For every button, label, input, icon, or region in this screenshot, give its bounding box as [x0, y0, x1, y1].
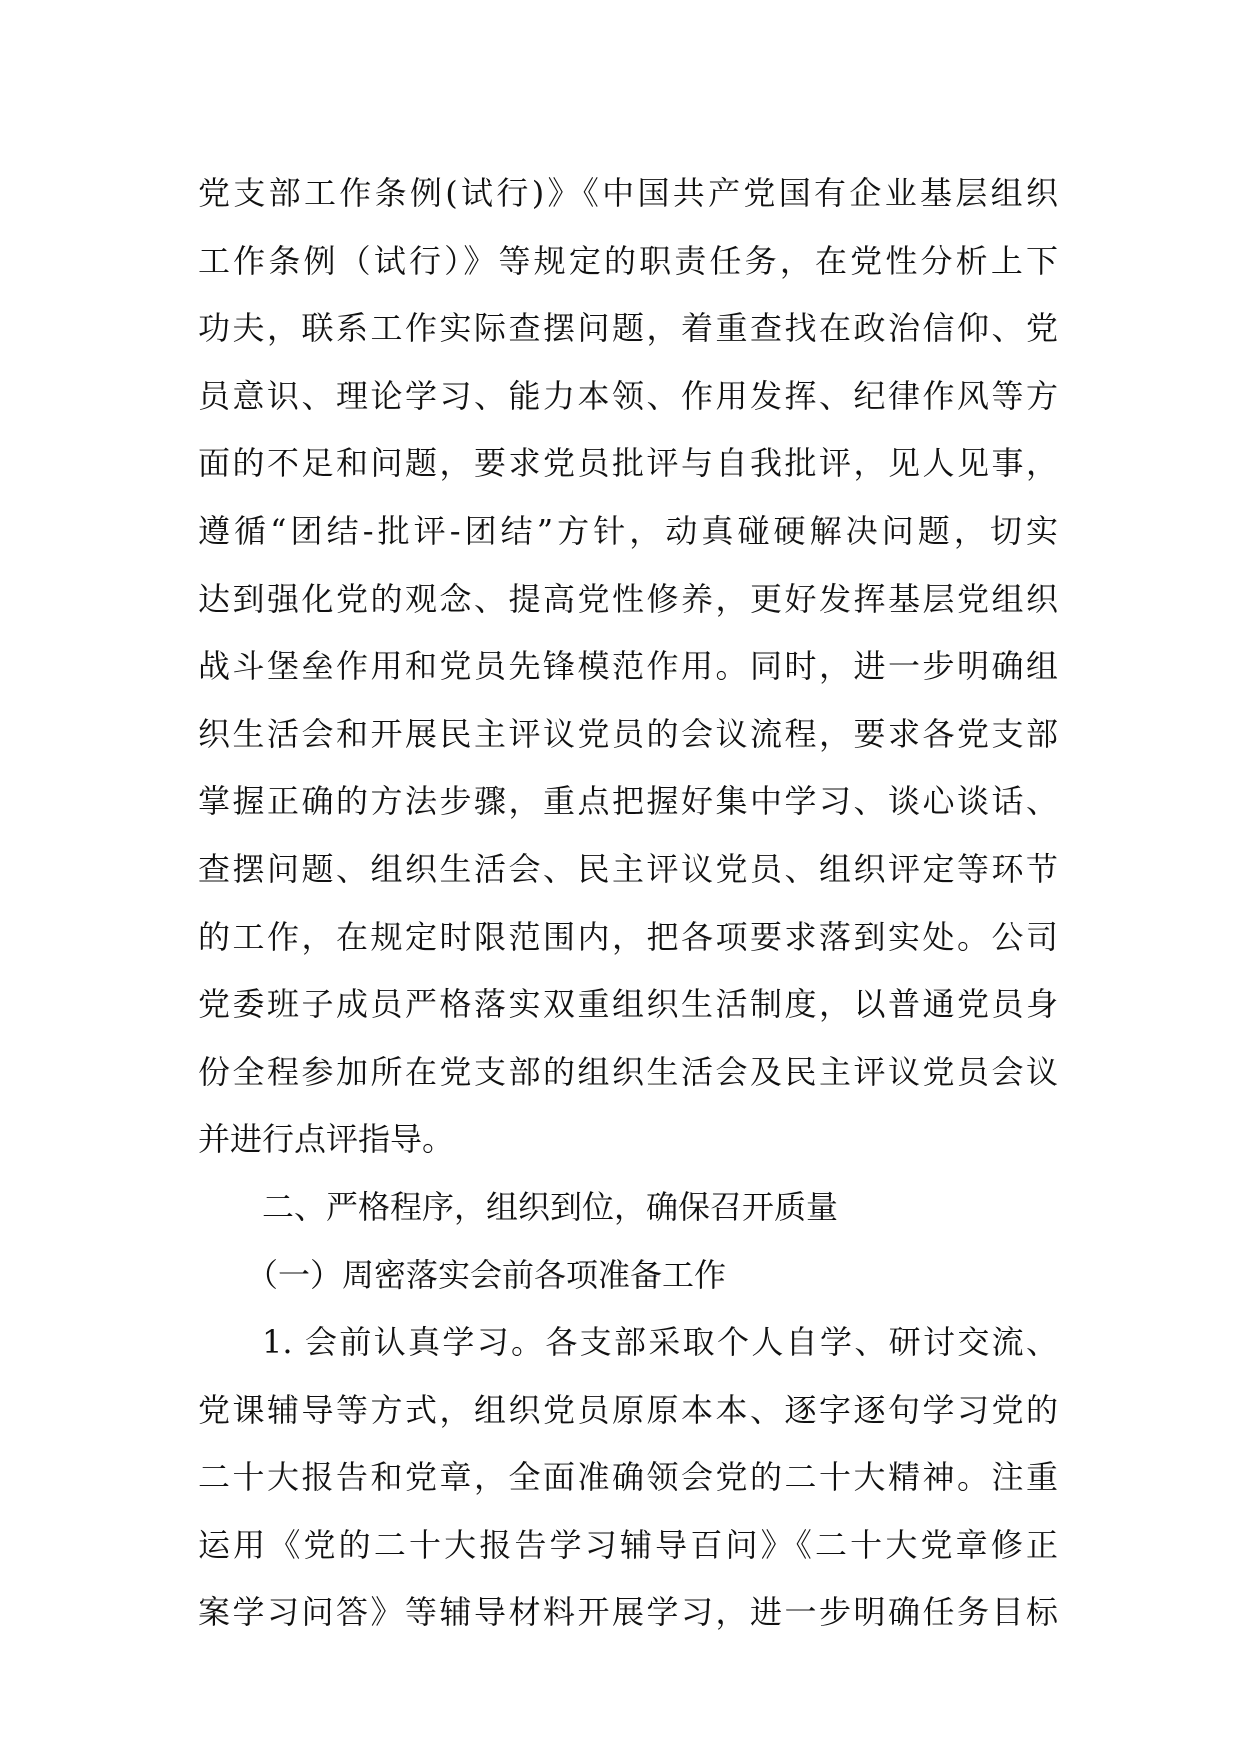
- subsection-heading: （一）周密落实会前各项准备工作: [246, 1255, 727, 1294]
- text-line: 1. 会前认真学习。各支部采取个人自学、研讨交流、: [262, 1323, 1058, 1362]
- text-line: 党委班子成员严格落实双重组织生活制度，以普通党员身: [198, 985, 1058, 1024]
- text-line: 工作条例（试行）》等规定的职责任务，在党性分析上下: [198, 241, 1058, 280]
- text-line: 战斗堡垒作用和党员先锋模范作用。同时，进一步明确组: [198, 647, 1058, 686]
- text-line: 功夫，联系工作实际查摆问题，着重查找在政治信仰、党: [198, 309, 1058, 348]
- text-line: 党课辅导等方式，组织党员原原本本、逐字逐句学习党的: [198, 1390, 1058, 1429]
- text-line: 案学习问答》等辅导材料开展学习，进一步明确任务目标: [198, 1593, 1058, 1632]
- text-line: 二十大报告和党章，全面准确领会党的二十大精神。注重: [198, 1458, 1058, 1497]
- text-line: 的工作，在规定时限范围内，把各项要求落到实处。公司: [198, 917, 1058, 956]
- text-line: 员意识、理论学习、能力本领、作用发挥、纪律作风等方: [198, 376, 1058, 415]
- section-heading: 二、严格程序，组织到位，确保召开质量: [262, 1187, 839, 1226]
- text-line: 份全程参加所在党支部的组织生活会及民主评议党员会议: [198, 1052, 1058, 1091]
- text-line: 面的不足和问题，要求党员批评与自我批评，见人见事，: [198, 444, 1058, 483]
- document-body: [198, 160, 1058, 1647]
- text-line: 掌握正确的方法步骤，重点把握好集中学习、谈心谈话、: [198, 782, 1058, 821]
- text-line: 运用《党的二十大报告学习辅导百问》《二十大党章修正: [198, 1525, 1058, 1564]
- text-line: 织生活会和开展民主评议党员的会议流程，要求各党支部: [198, 714, 1058, 753]
- text-line: 查摆问题、组织生活会、民主评议党员、组织评定等环节: [198, 849, 1058, 888]
- text-line: 遵循“团结-批评-团结”方针，动真碰硬解决问题，切实: [198, 511, 1058, 550]
- text-line: 达到强化党的观念、提高党性修养，更好发挥基层党组织: [198, 579, 1058, 618]
- text-line: 党支部工作条例(试行)》《中国共产党国有企业基层组织: [198, 174, 1058, 212]
- text-line: 并进行点评指导。: [198, 1120, 455, 1159]
